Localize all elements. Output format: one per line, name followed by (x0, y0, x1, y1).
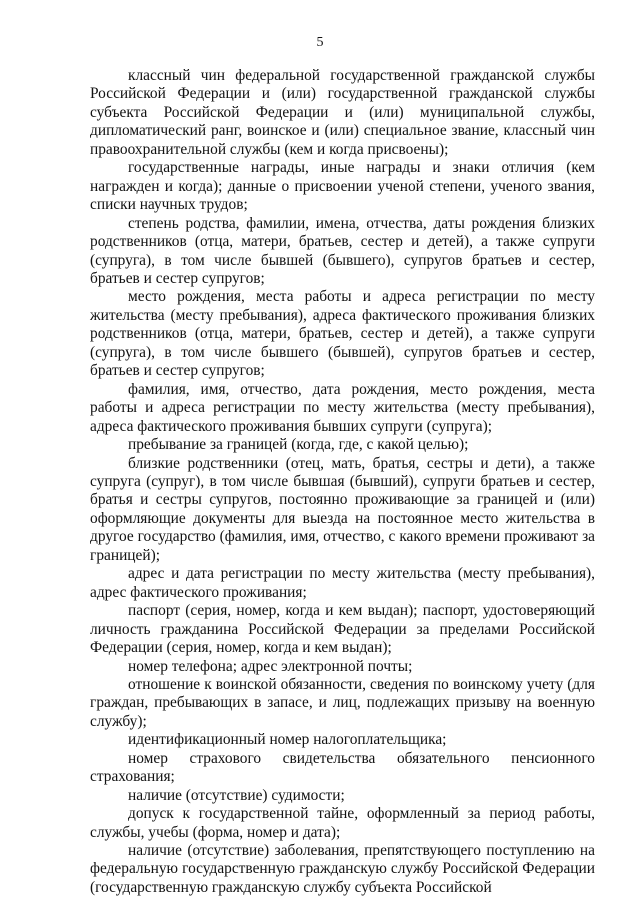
paragraph-snils: номер страхового свидетельства обязательного пенсионного страхования; (90, 749, 595, 786)
paragraph-former-spouse: фамилия, имя, отчество, дата рождения, место рождения, места работы и адреса регистрации по месту жительства (месту пребывания), адреса фактического проживания бывших супруги (супруга); (90, 380, 595, 435)
paragraph-relatives-addresses: место рождения, места работы и адреса регистрации по месту жительства (месту пребывания), адреса фактического проживания близких родственников (отца, матери, братьев, сестер и детей), а также супруги (супруга), в том числе бывшего (бывшей), супругов братьев и сестер, братьев и сестер супругов; (90, 288, 595, 380)
paragraph-phone-email: номер телефона; адрес электронной почты; (128, 657, 413, 675)
document-body (90, 67, 595, 897)
paragraph-disease: наличие (отсутствие) заболевания, препятствующего поступлению на федеральную государственную гражданскую службу Российской Федерации (государственную гражданскую службу субъекта Российской (90, 842, 595, 896)
paragraph-state-secret: допуск к государственной тайне, оформленный за период работы, службы, учебы (форма, номер и дата); (90, 805, 595, 841)
paragraph-inn: идентификационный номер налогоплательщика; (128, 731, 447, 749)
paragraph-relatives-degree: степень родства, фамилии, имена, отчества, даты рождения близких родственников (отца, матери, братьев, сестер и детей), а также супруги (супруга), в том числе бывшей (бывшего), супругов братьев и сестер, братьев и сестер супругов; (90, 214, 595, 287)
paragraph-criminal-record: наличие (отсутствие) судимости; (128, 786, 345, 804)
paragraph-stay-abroad: пребывание за границей (когда, где, с какой целью); (128, 436, 469, 454)
paragraph-military: отношение к воинской обязанности, сведения по воинскому учету (для граждан, пребывающих в запасе, и лиц, подлежащих призыву на военную службу); (90, 675, 595, 730)
paragraph-passport: паспорт (серия, номер, когда и кем выдан); паспорт, удостоверяющий личность гражданина Российской Федерации за пределами Российской Федерации (серия, номер, когда и кем выдан); (90, 602, 595, 657)
page-number: 5 (316, 35, 324, 50)
paragraph-relatives-abroad: близкие родственники (отец, мать, братья, сестры и дети), а также супруга (супруг), в том числе бывшая (бывший), супруги братьев и сестер, братья и сестры супругов, постоянно проживающие за границей и (или) оформляющие документы для выезда на постоянное место жительства в другое государство (фамилия, имя, отчество, с какого времени проживают за границей); (90, 454, 595, 564)
paragraph-registration-address: адрес и дата регистрации по месту жительства (месту пребывания), адрес фактического проживания; (90, 565, 595, 601)
paragraph-awards: государственные награды, иные награды и знаки отличия (кем награжден и когда); данные о присвоении ученой степени, ученого звания, списки научных трудов; (90, 159, 595, 214)
paragraph-class-rank: классный чин федеральной государственной гражданской службы Российской Федерации и (или) государственной гражданской службы субъекта Российской Федерации и (или) муниципальной службы, дипломатический ранг, воинское и (или) специальное звание, классный чин правоохранительной службы (кем и когда присвоены); (90, 67, 595, 158)
